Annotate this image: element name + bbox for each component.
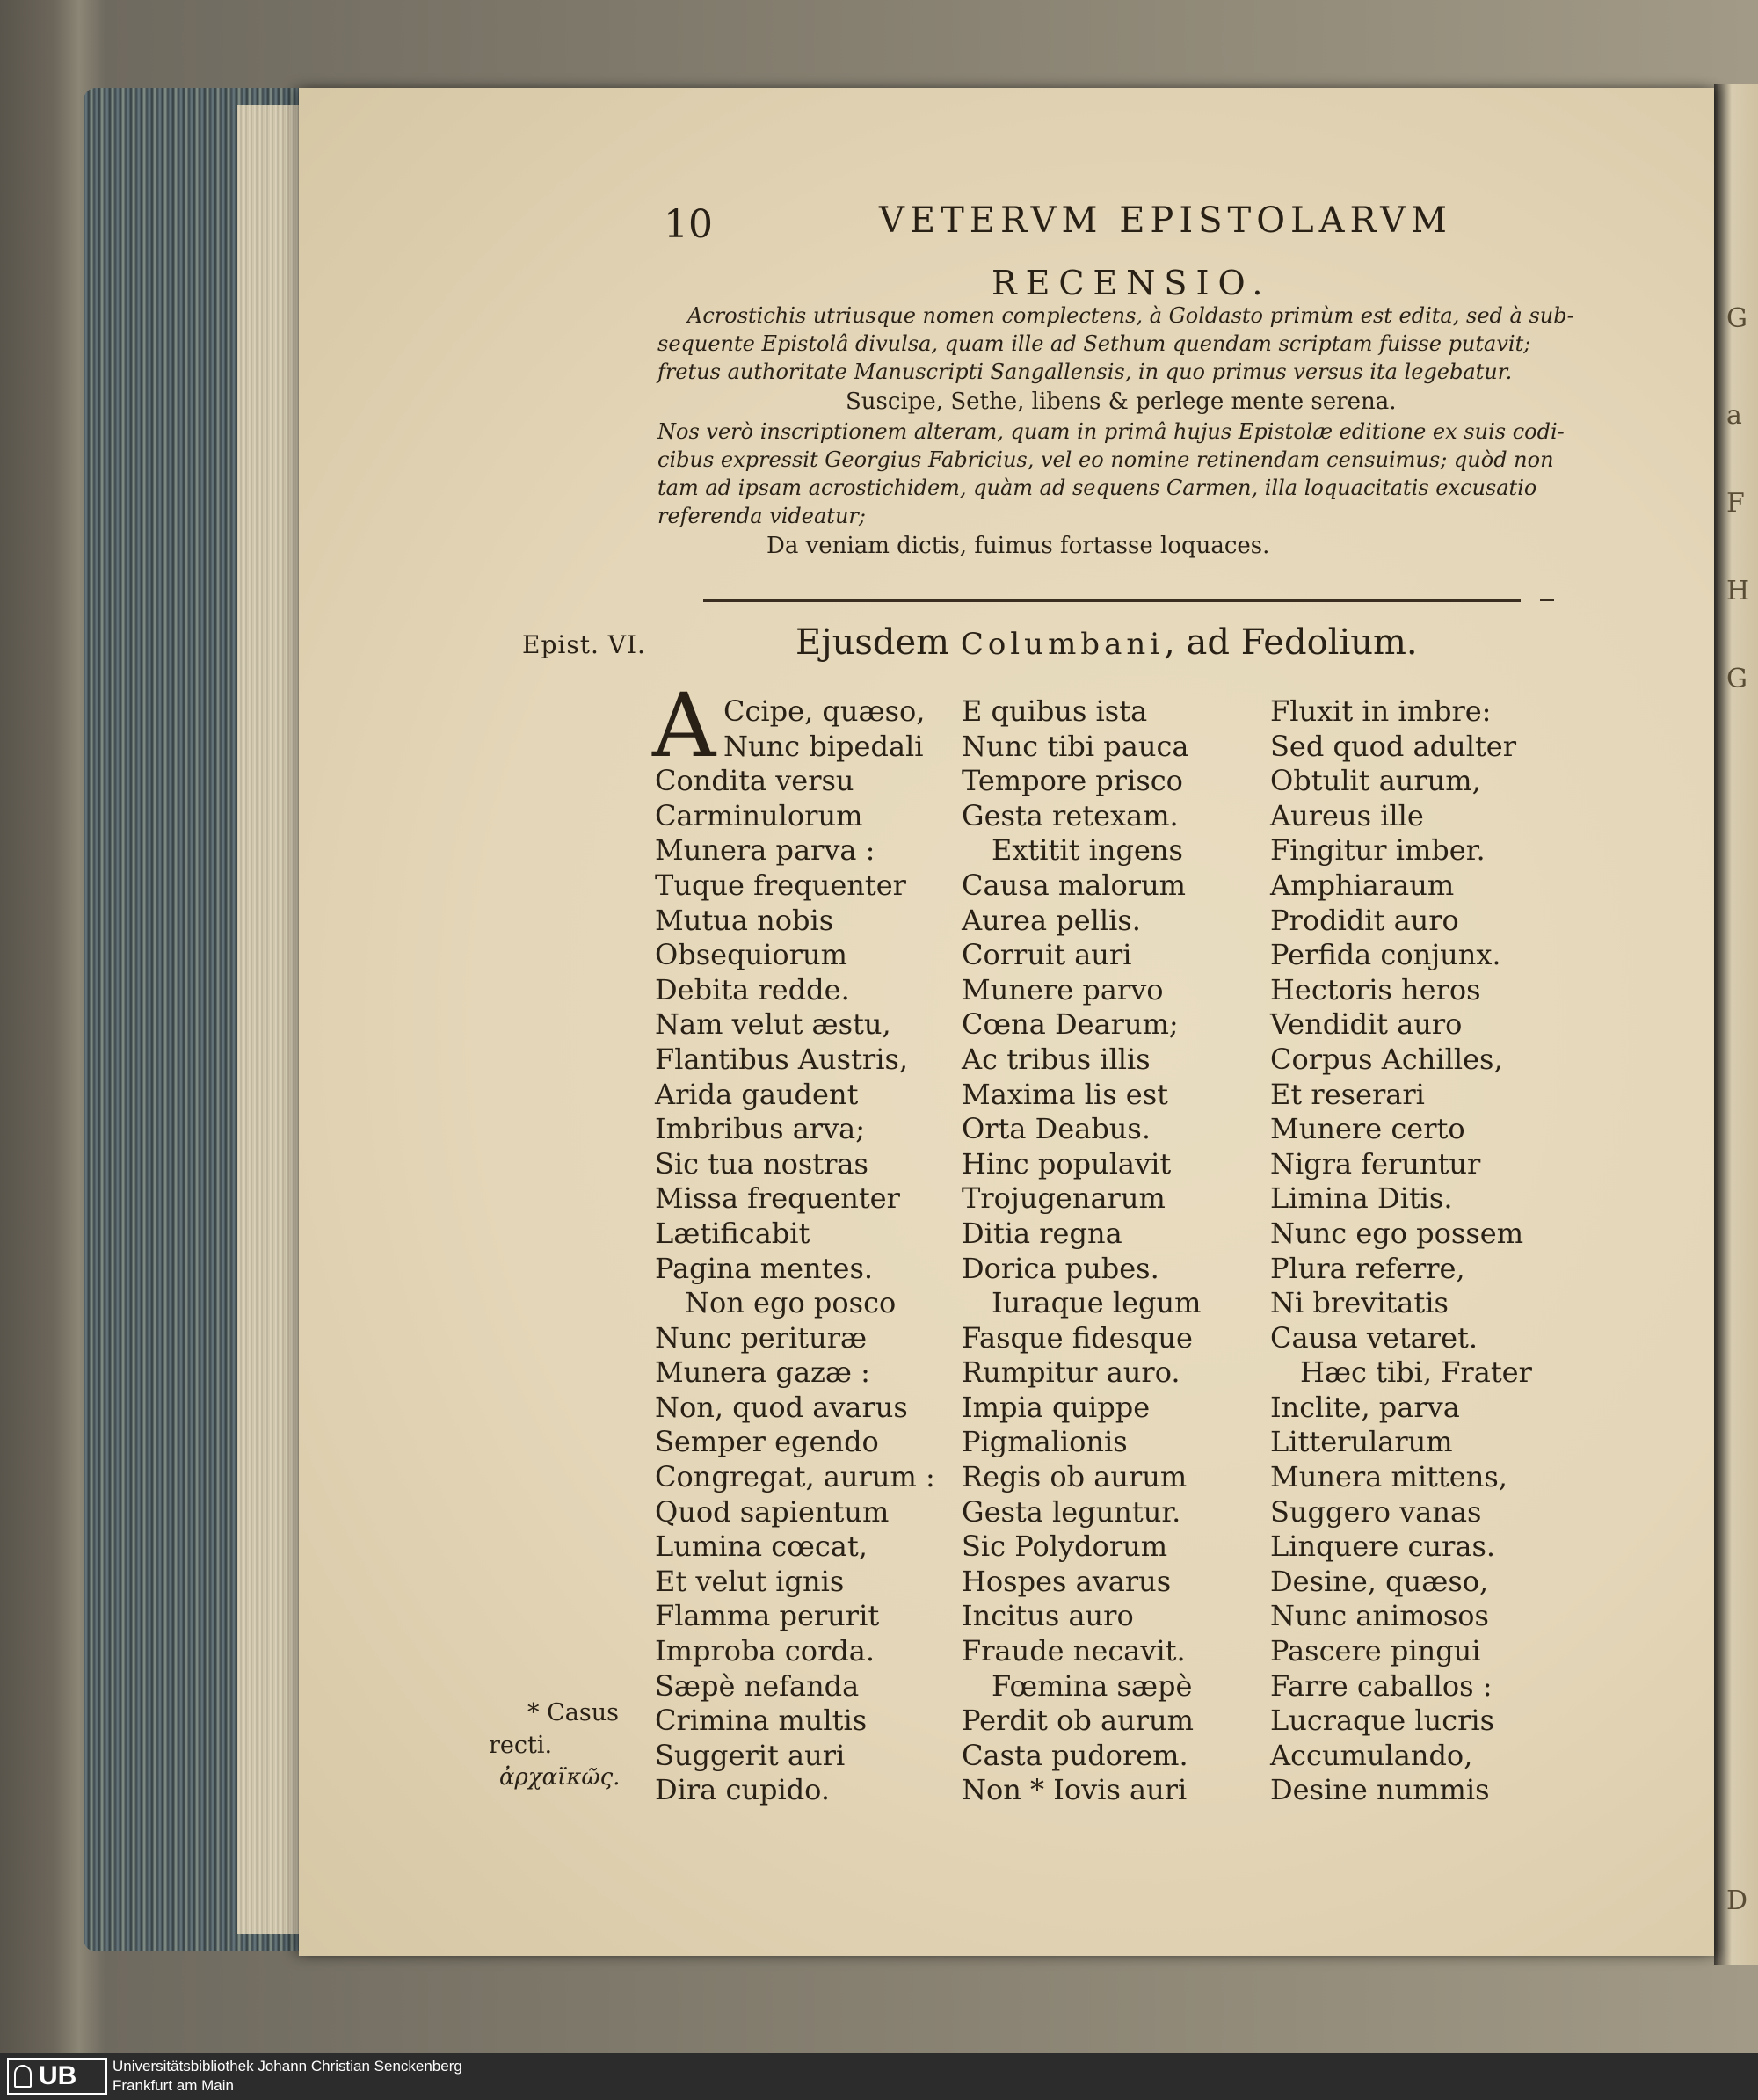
verse-line: Aureus ille (1270, 798, 1424, 832)
verse-line: Dira cupido. (655, 1773, 831, 1807)
verse-line: Fluxit in imbre: (1270, 694, 1492, 728)
verse-line: Iuraque legum (992, 1286, 1202, 1320)
verse-line: Causa vetaret. (1270, 1320, 1478, 1355)
verse-line: Semper egendo (655, 1425, 879, 1459)
verse-line: Suggero vanas (1270, 1494, 1482, 1529)
verse-line: Nam velut æstu, (655, 1007, 891, 1042)
poem-column-3 (1270, 694, 1532, 1808)
section-title: RECENSIO. (992, 264, 1272, 302)
verse-line: Prodidit auro (1270, 903, 1459, 937)
verse-line: Munera gazæ : (655, 1355, 870, 1390)
verse-line: Munera parva : (655, 833, 875, 868)
epistle-label: Epist. VI. (522, 630, 646, 659)
verse-line: Crimina multis (655, 1704, 868, 1738)
verse-line: Condita versu (655, 764, 854, 798)
verse-line: Nunc ego possem (1270, 1216, 1524, 1250)
poem-column-1 (655, 694, 935, 1808)
verse-line: Amphiaraum (1270, 868, 1455, 902)
recensio-line: tam ad ipsam acrostichidem, quàm ad sequens Carmen, illa loquacitatis excusatio (657, 476, 1537, 500)
edge-letter: D (1726, 1886, 1748, 1916)
verse-line: Accumulando, (1270, 1738, 1473, 1772)
verse-line: Sic Polydorum (962, 1530, 1168, 1564)
verse-line: Pascere pingui (1270, 1634, 1481, 1668)
verse-line: Obsequiorum (655, 938, 847, 972)
verse-line: E quibus ista (962, 694, 1148, 728)
verse-line: Pigmalionis (962, 1425, 1128, 1459)
facing-page-edge (1714, 84, 1758, 1965)
heading-prefix: Ejusdem (795, 622, 961, 663)
recensio-line: fretus authoritate Manuscripti Sangallensis, in quo primus versus ita legebatur. (657, 360, 1513, 384)
verse-line: Nunc animosos (1270, 1599, 1489, 1633)
footer-institution: Universitätsbibliothek Johann Christian Senckenberg (113, 2058, 462, 2075)
verse-line: Lucraque lucris (1270, 1704, 1495, 1738)
verse-line: Inclite, parva (1270, 1390, 1460, 1424)
verse-line: Corpus Achilles, (1270, 1042, 1503, 1076)
verse-line: Incitus auro (962, 1599, 1134, 1633)
verse-line: Mutua nobis (655, 903, 834, 937)
verse-line: Quod sapientum (655, 1494, 890, 1529)
verse-line: Limina Ditis. (1270, 1181, 1453, 1216)
verse-line: Causa malorum (962, 868, 1187, 902)
verse-line: Lætificabit (655, 1216, 810, 1250)
verse-line: Et velut ignis (655, 1564, 845, 1598)
verse-line: Non, quod avarus (655, 1390, 908, 1424)
verse-line: Munere parvo (962, 972, 1164, 1006)
verse-line: Sed quod adulter (1270, 729, 1517, 763)
verse-line: Hospes avarus (962, 1564, 1172, 1598)
horizontal-rule (703, 599, 1521, 602)
verse-line: Suggerit auri (655, 1738, 846, 1772)
verse-line: Munera mittens, (1270, 1460, 1507, 1494)
footer-bar (0, 2053, 1758, 2100)
verse-line: Fœmina sæpè (992, 1668, 1193, 1703)
quote-line: Da veniam dictis, fuimus fortasse loquaces. (766, 533, 1270, 559)
horizontal-rule-tail (1540, 599, 1554, 601)
footer-location: Frankfurt am Main (113, 2077, 234, 2094)
verse-line: Carminulorum (655, 798, 863, 832)
verse-line: Perdit ob aurum (962, 1704, 1194, 1738)
verse-line: Debita redde. (655, 972, 850, 1006)
verse-line: Et reserari (1270, 1077, 1425, 1111)
verse-line: Nunc perituræ (655, 1320, 868, 1355)
edge-letter: F (1726, 488, 1745, 519)
verse-line: Nunc tibi pauca (962, 729, 1189, 763)
verse-line: Flantibus Austris, (655, 1042, 909, 1076)
verse-line: Extitit ingens (992, 833, 1183, 868)
verse-line: Improba corda. (655, 1634, 875, 1668)
poem-column-2 (962, 694, 1201, 1808)
verse-line: Desine nummis (1270, 1773, 1490, 1807)
ub-logo-text: UB (39, 2061, 77, 2090)
verse-line: Fraude necavit. (962, 1634, 1186, 1668)
recensio-line: sequente Epistolâ divulsa, quam ille ad Sethum quendam scriptam fuisse putavit; (657, 331, 1531, 356)
verse-line: Obtulit aurum, (1270, 764, 1481, 798)
epistle-heading (795, 622, 1418, 663)
drop-capital: A (652, 674, 716, 777)
heading-suffix: , ad Fedolium. (1164, 622, 1418, 663)
running-head: VETERVM EPISTOLARVM (879, 200, 1452, 241)
verse-line: Farre caballos : (1270, 1668, 1493, 1703)
verse-line: Fingitur imber. (1270, 833, 1486, 868)
verse-line: Plura referre, (1270, 1251, 1465, 1285)
edge-letter: a (1726, 400, 1742, 431)
verse-line: Impia quippe (962, 1390, 1151, 1424)
verse-line: Ditia regna (962, 1216, 1122, 1250)
ub-logo[interactable] (7, 2058, 107, 2095)
heading-name: Columbani (960, 627, 1165, 662)
verse-line: Ac tribus illis (962, 1042, 1151, 1076)
verse-line: Lumina cœcat, (655, 1530, 868, 1564)
verse-line: Perfida conjunx. (1270, 938, 1501, 972)
verse-line: Congregat, aurum : (655, 1460, 935, 1494)
verse-line: Casta pudorem. (962, 1738, 1188, 1772)
verse-line: Sic tua nostras (655, 1146, 868, 1181)
recensio-line: Acrostichis utriusque nomen complectens, à Goldasto primùm est edita, sed à sub- (687, 303, 1574, 328)
verse-line: Pagina mentes. (655, 1251, 874, 1285)
verse-line: Flamma perurit (655, 1599, 880, 1633)
verse-line: Hectoris heros (1270, 972, 1481, 1006)
verse-line: Nunc bipedali (723, 729, 924, 763)
ub-mark-icon (14, 2065, 32, 2088)
verse-line: Nigra feruntur (1270, 1146, 1481, 1181)
verse-line: Litterularum (1270, 1425, 1453, 1459)
verse-line: Imbribus arva; (655, 1112, 865, 1146)
recensio-line: Nos verò inscriptionem alteram, quam in primâ hujus Epistolæ editione ex suis codi- (657, 419, 1565, 444)
edge-letter: G (1726, 664, 1747, 694)
verse-line: Regis ob aurum (962, 1460, 1188, 1494)
verse-line: Ni brevitatis (1270, 1286, 1449, 1320)
verse-line: Cœna Dearum; (962, 1007, 1179, 1042)
verse-line: Vendidit auro (1270, 1007, 1463, 1042)
verse-line: Rumpitur auro. (962, 1355, 1180, 1390)
verse-line: Tuque frequenter (655, 868, 906, 902)
verse-line: Fasque fidesque (962, 1320, 1193, 1355)
recensio-line: referenda videatur; (657, 504, 866, 528)
verse-line: Linquere curas. (1270, 1530, 1496, 1564)
verse-line: Ccipe, quæso, (723, 694, 926, 728)
edge-letter: G (1726, 303, 1747, 334)
verse-line: Trojugenarum (962, 1181, 1166, 1216)
verse-line: Hinc populavit (962, 1146, 1172, 1181)
verse-line: Gesta leguntur. (962, 1494, 1181, 1529)
verse-line: Hæc tibi, Frater (1300, 1355, 1532, 1390)
verse-line: Gesta retexam. (962, 798, 1179, 832)
verse-line: Munere certo (1270, 1112, 1465, 1146)
margin-note: recti. (489, 1732, 553, 1759)
verse-line: Missa frequenter (655, 1181, 900, 1216)
page-number: 10 (664, 202, 713, 247)
recensio-line: cibus expressit Georgius Fabricius, vel eo nomine retinendam censuimus; quòd non (657, 447, 1554, 472)
quote-line: Suscipe, Sethe, libens & perlege mente serena. (846, 389, 1397, 415)
verse-line: Arida gaudent (655, 1077, 859, 1111)
edge-letter: H (1726, 576, 1750, 607)
margin-note-greek: ἀρχαϊκῶς. (499, 1764, 621, 1791)
verse-line: Desine, quæso, (1270, 1564, 1489, 1598)
verse-line: Non ego posco (685, 1286, 897, 1320)
verse-line: Corruit auri (962, 938, 1132, 972)
verse-line: Tempore prisco (962, 764, 1183, 798)
verse-line: Maxima lis est (962, 1077, 1168, 1111)
verse-line: Aurea pellis. (962, 903, 1141, 937)
verse-line: Non * Iovis auri (962, 1773, 1188, 1807)
verse-line: Dorica pubes. (962, 1251, 1159, 1285)
verse-line: Sæpè nefanda (655, 1668, 860, 1703)
verse-line: Orta Deabus. (962, 1112, 1151, 1146)
margin-note: * Casus (527, 1699, 619, 1726)
